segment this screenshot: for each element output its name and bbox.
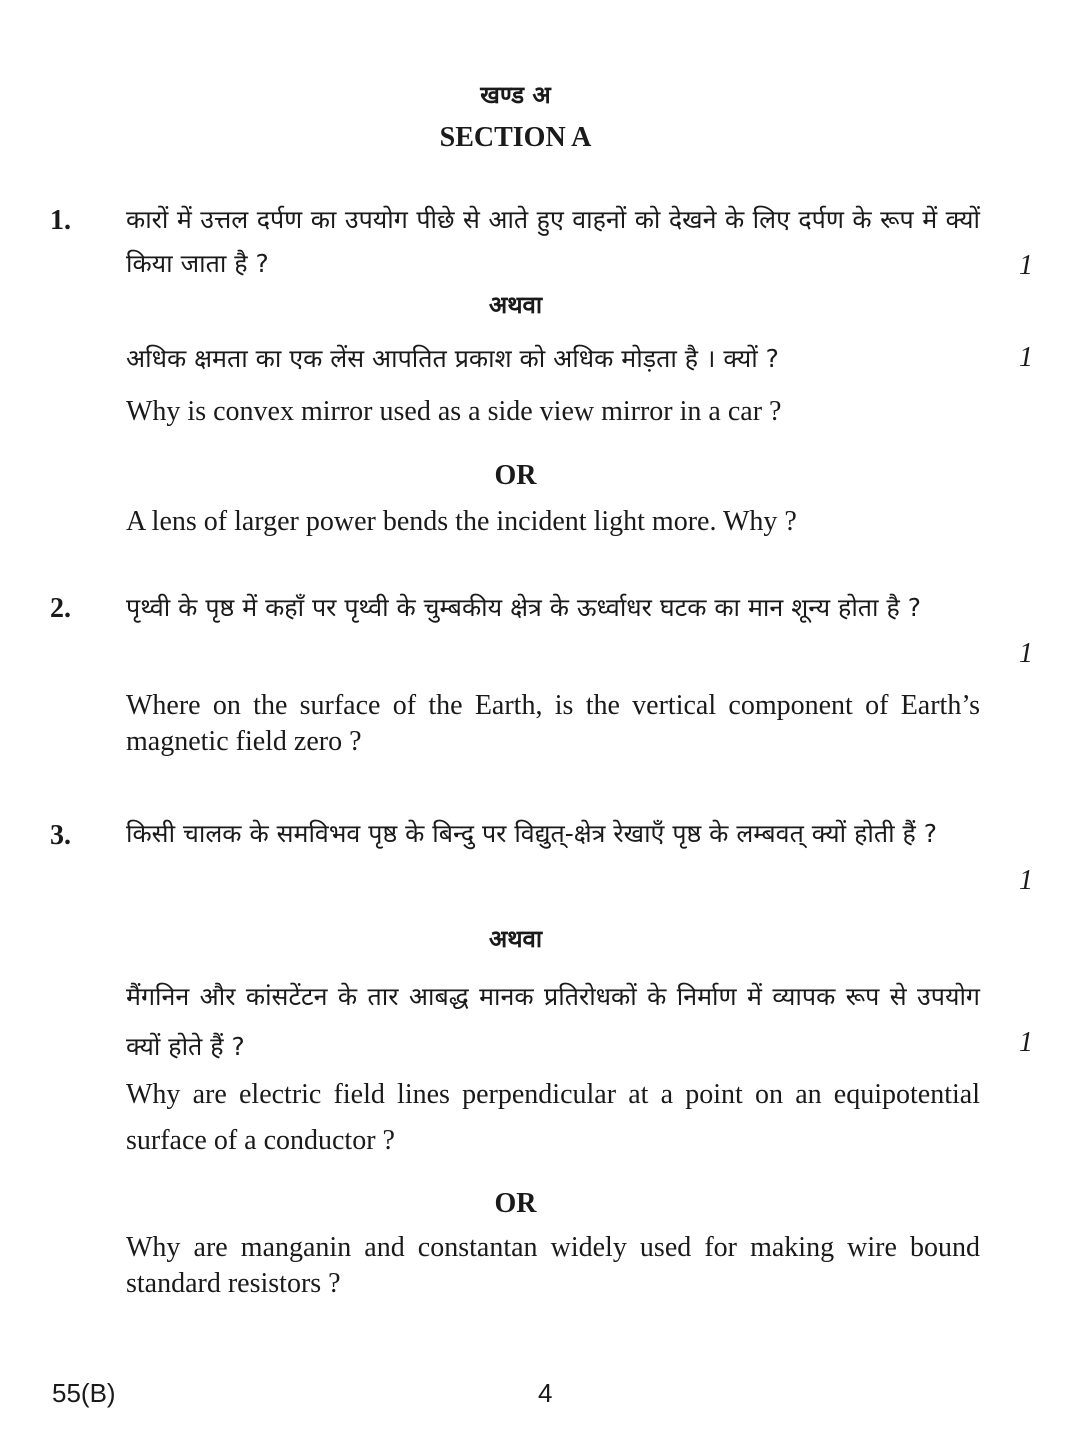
or-label-hindi: अथवा (488, 291, 543, 319)
question-number: 1. (50, 205, 71, 236)
question-text-hindi: कारों में उत्तल दर्पण का उपयोग पीछे से आते हुए वाहनों को देखने के लिए दर्पण के रूप में क्यों किया जाता है ? (126, 205, 980, 278)
alt-question-text-english: A lens of larger power bends the incident light more. Why ? (126, 506, 797, 537)
question-text-english: Why are electric field lines perpendicular at a point on an equipotential surface of a conductor ? (126, 1079, 980, 1156)
alt-question-text-hindi: मैंगनिन और कांसटेंटन के तार आबद्ध मानक प्रतिरोधकों के निर्माण में व्यापक रूप से उपयोग क्यों होते हैं ? (126, 982, 980, 1061)
section-title-hindi: खण्ड अ (480, 81, 551, 109)
section-title-english: SECTION A (439, 122, 592, 153)
marks: 1 (1019, 638, 1033, 669)
paper-code: 55(B) (52, 1378, 116, 1408)
or-label-hindi: अथवा (488, 925, 543, 953)
question-number: 3. (50, 820, 71, 851)
alt-question-text-english: Why are manganin and constantan widely used for making wire bound standard resistors ? (126, 1232, 980, 1299)
marks: 1 (1019, 342, 1033, 373)
marks: 1 (1019, 250, 1033, 281)
question-text-english: Where on the surface of the Earth, is the vertical component of Earth’s magnetic field zero ? (126, 690, 980, 757)
or-label-english: OR (494, 1188, 537, 1219)
page-number: 4 (538, 1378, 553, 1408)
marks: 1 (1019, 1027, 1033, 1058)
question-number: 2. (50, 593, 71, 624)
question-text-hindi: पृथ्वी के पृष्ठ में कहाँ पर पृथ्वी के चुम्बकीय क्षेत्र के ऊर्ध्वाधर घटक का मान शून्य होता है ? (126, 593, 921, 622)
question-text-english: Why is convex mirror used as a side view mirror in a car ? (126, 396, 782, 427)
question-text-hindi: किसी चालक के समविभव पृष्ठ के बिन्दु पर विद्युत्-क्षेत्र रेखाएँ पृष्ठ के लम्बवत् क्यों होती हैं ? (126, 819, 937, 848)
or-label-english: OR (494, 460, 537, 491)
marks: 1 (1019, 865, 1033, 896)
alt-question-text-hindi: अधिक क्षमता का एक लेंस आपतित प्रकाश को अधिक मोड़ता है । क्यों ? (126, 344, 779, 373)
